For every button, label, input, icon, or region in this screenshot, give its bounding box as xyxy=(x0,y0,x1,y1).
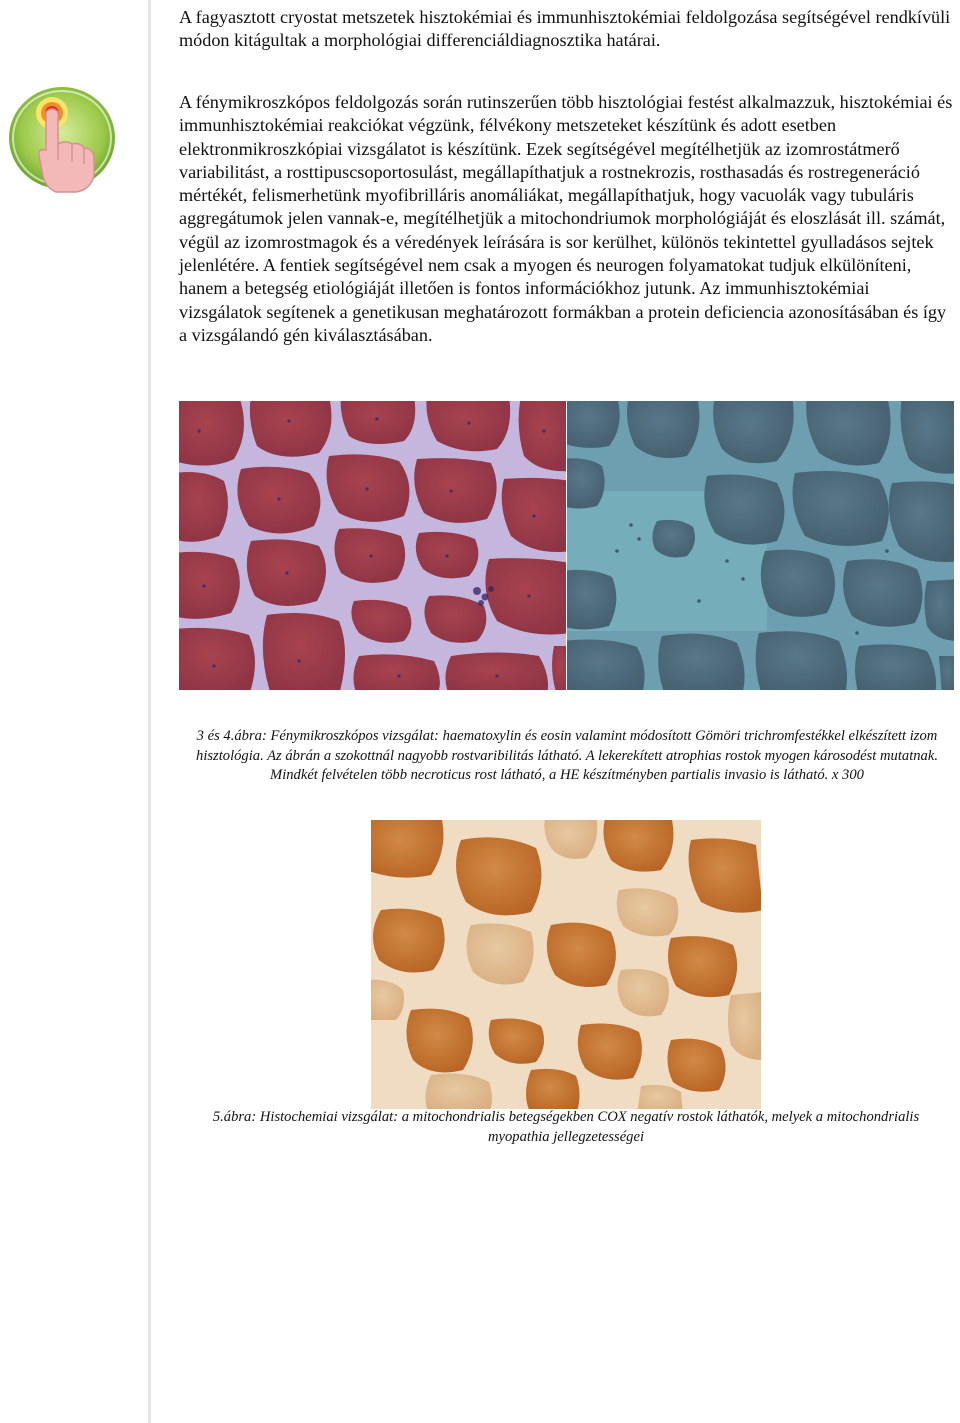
figure-he-stain-image xyxy=(179,401,566,690)
touch-hand-logo-icon xyxy=(6,86,116,194)
left-margin-rule xyxy=(148,0,151,1423)
figure-cox-stain-image xyxy=(371,820,761,1109)
intro-paragraph: A fagyasztott cryostat metszetek hisztokémiai és immunhisztokémiai feldolgozása segítségével rendkívüli módon kitágultak a morphológiai differenciáldiagnosztika határai. xyxy=(179,7,951,51)
main-paragraph: A fénymikroszkópos feldolgozás során rutinszerűen több hisztológiai festést alkalmazzuk, hisztokémiai és immunhisztokémiai reakciókat végzünk, félvékony metszeteket készítünk és adott esetben elektronmikroszkópiai vizsgálatot is készítünk. Ezek segítségével megítélhetjük az izomrostátmerő variabilitást, a rosttipuscsoportosulást, megállapíthatjuk a rostnekrozis, rosthasadás és rostregeneráció mértékét, felismerhetünk myofibrilláris anomáliákat, megállapíthatjuk, hogy vacuolák vagy tubuláris aggregátumok jelen vannak-e, megítélhetjük a mitochondriumok morphológiáját és eloszlását ill. számát, végül az izomrostmagok és a véredények leírására is sor kerülhet, különös tekintettel gyulladásos sejtek jelenlétére. A fentiek segítségével nem csak a myogen és neurogen folyamatokat tudjuk elkülöníteni, hanem a betegség etiológiáját illetően is fontos információkhoz jutunk. Az immunhisztokémiai vizsgálatok segítenek a genetikusan meghatározott formákban a protein deficiencia azonosításában és így a vizsgálandó gén kiválasztásában. xyxy=(179,92,953,345)
figure-5-caption: 5.ábra: Histochemiai vizsgálat: a mitochondrialis betegségekben COX negatív rostok láthatók, melyek a mitochondrialis myopathia jellegzetességei xyxy=(212,1109,920,1145)
figure-trichrome-stain-image xyxy=(567,401,954,690)
figure-3-4-caption: 3 és 4.ábra: Fénymikroszkópos vizsgálat: haematoxylin és eosin valamint módosított Gömöri trichromfestékkel elkészített izom hisztológia. Az ábrán a szokottnál nagyobb rostvaribilitás látható. A lekerekített atrophias rostok myogen károsodést mutatnak. Mindkét felvételen több necroticus rost látható, a HE készítményben partialis invasio is látható. x 300 xyxy=(196,728,938,784)
